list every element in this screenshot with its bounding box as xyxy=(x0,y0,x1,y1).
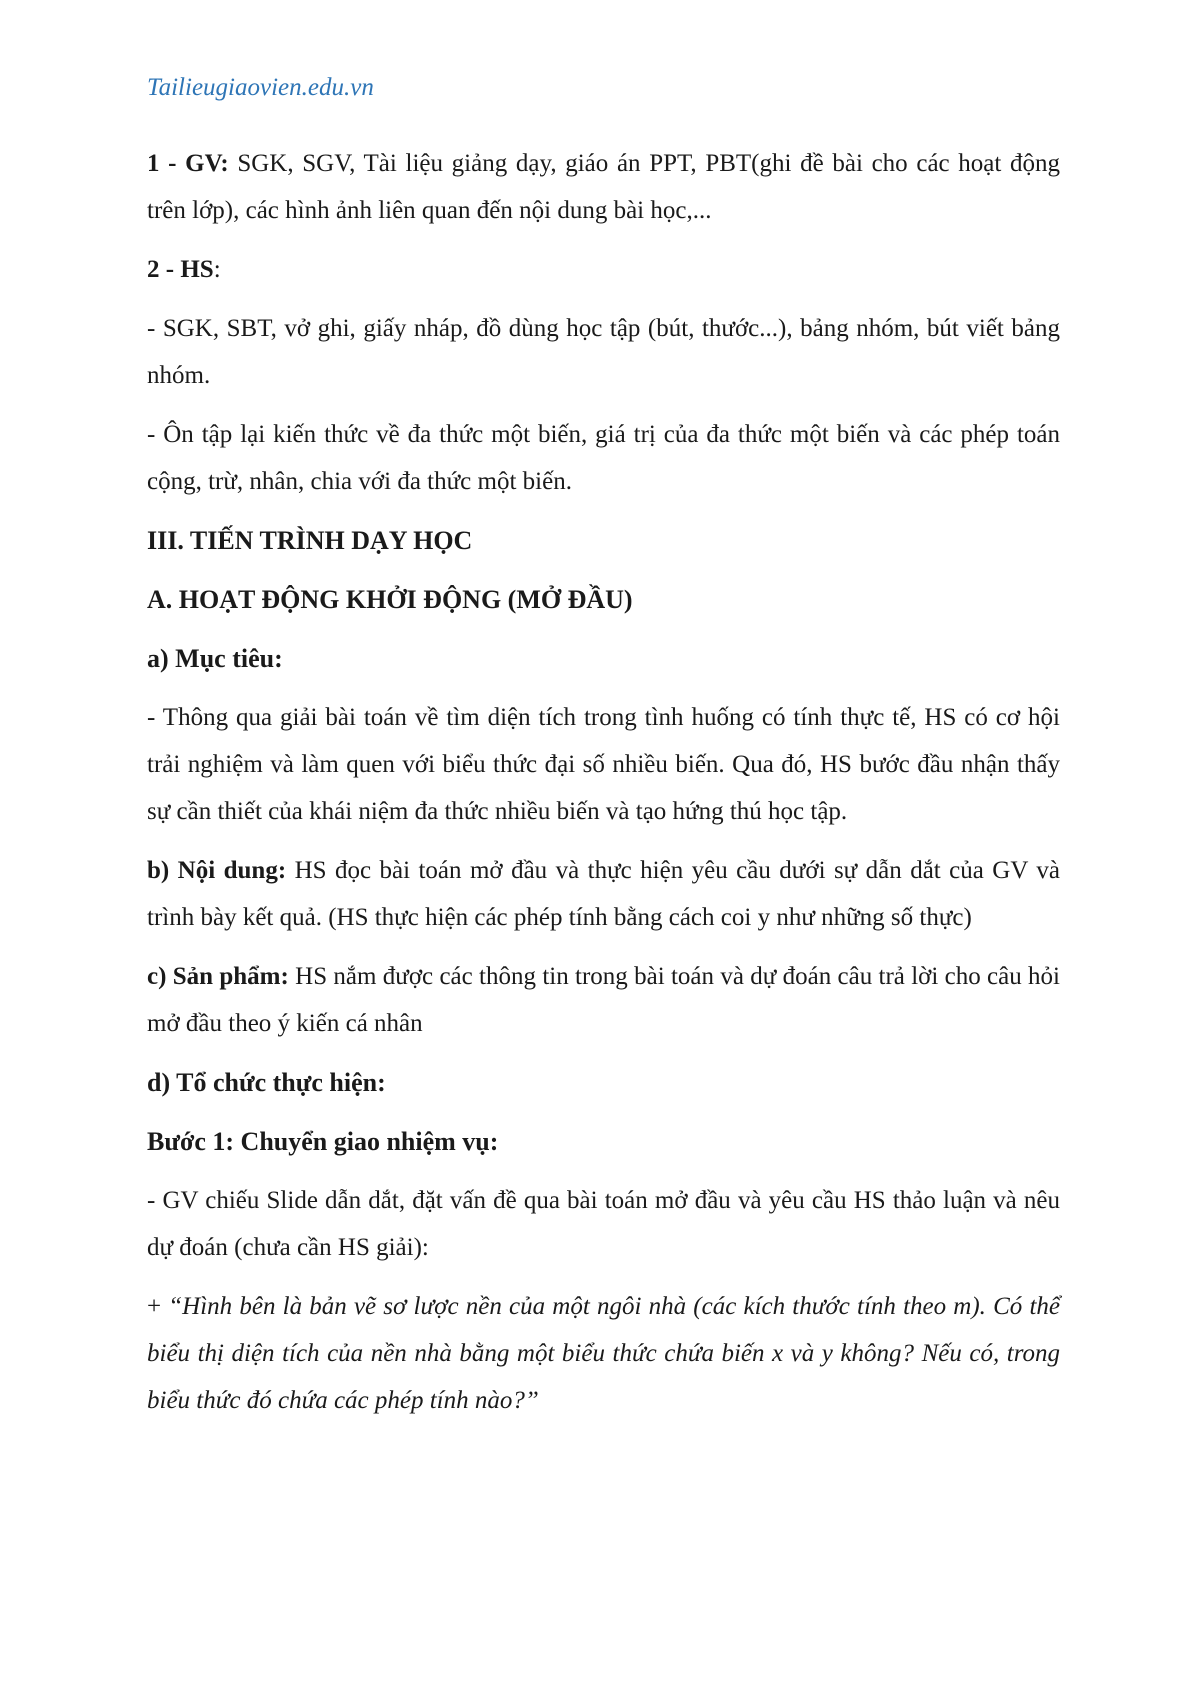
buoc1-quote: “Hình bên là bản vẽ sơ lược nền của một ngôi nhà (các kích thước tính theo m). Có thể biểu thị diện tích của nền nhà bằng một biểu thức chứa biến x và y không? Nếu có, trong biểu thức đó chứa các phép tính nào?” xyxy=(147,1293,1060,1414)
san-pham-paragraph xyxy=(147,953,1060,1047)
site-header: Tailieugiaovien.edu.vn xyxy=(147,74,374,101)
muc-tieu-label: a) Mục tiêu: xyxy=(147,644,283,673)
gv-label: 1 - GV: xyxy=(147,150,229,177)
quote-prefix: + xyxy=(147,1293,169,1320)
san-pham-label: c) Sản phẩm: xyxy=(147,963,289,990)
noi-dung-paragraph xyxy=(147,847,1060,941)
san-pham-text: HS nắm được các thông tin trong bài toán và dự đoán câu trả lời cho câu hỏi mở đầu theo ý kiến cá nhân xyxy=(147,963,1061,1037)
heading-a: A. HOẠT ĐỘNG KHỞI ĐỘNG (MỞ ĐẦU) xyxy=(147,585,633,614)
hs-item-1: - SGK, SBT, vở ghi, giấy nháp, đồ dùng học tập (bút, thước...), bảng nhóm, bút viết bảng nhóm. xyxy=(147,315,1060,389)
muc-tieu-text: - Thông qua giải bài toán về tìm diện tích trong tình huống có tính thực tế, HS có cơ hội trải nghiệm và làm quen với biểu thức đại số nhiều biến. Qua đó, HS bước đầu nhận thấy sự cần thiết của khái niệm đa thức nhiều biến và tạo hứng thú học tập. xyxy=(147,704,1060,825)
hs-item-2: - Ôn tập lại kiến thức về đa thức một biến, giá trị của đa thức một biến và các phép toán cộng, trừ, nhân, chia với đa thức một biến. xyxy=(147,421,1060,495)
heading-iii: III. TIẾN TRÌNH DẠY HỌC xyxy=(147,526,473,555)
gv-text: SGK, SGV, Tài liệu giảng dạy, giáo án PPT, PBT(ghi đề bài cho các hoạt động trên lớp), các hình ảnh liên quan đến nội dung bài học,... xyxy=(147,150,1060,224)
hs-suffix: : xyxy=(213,256,221,283)
buoc1-label: Bước 1: Chuyển giao nhiệm vụ: xyxy=(147,1127,499,1156)
buoc1-text: - GV chiếu Slide dẫn dắt, đặt vấn đề qua bài toán mở đầu và yêu cầu HS thảo luận và nêu dự đoán (chưa cần HS giải): xyxy=(147,1187,1060,1261)
hs-heading xyxy=(147,246,1060,293)
noi-dung-label: b) Nội dung: xyxy=(147,857,287,884)
document-body xyxy=(147,140,1060,1424)
noi-dung-text: HS đọc bài toán mở đầu và thực hiện yêu cầu dưới sự dẫn dắt của GV và trình bày kết quả. (HS thực hiện các phép tính bằng cách coi y như những số thực) xyxy=(147,857,1060,931)
to-chuc-label: d) Tổ chức thực hiện: xyxy=(147,1068,386,1097)
hs-label: 2 - HS xyxy=(147,256,214,283)
gv-paragraph xyxy=(147,140,1060,234)
buoc1-quote-paragraph xyxy=(147,1283,1060,1424)
